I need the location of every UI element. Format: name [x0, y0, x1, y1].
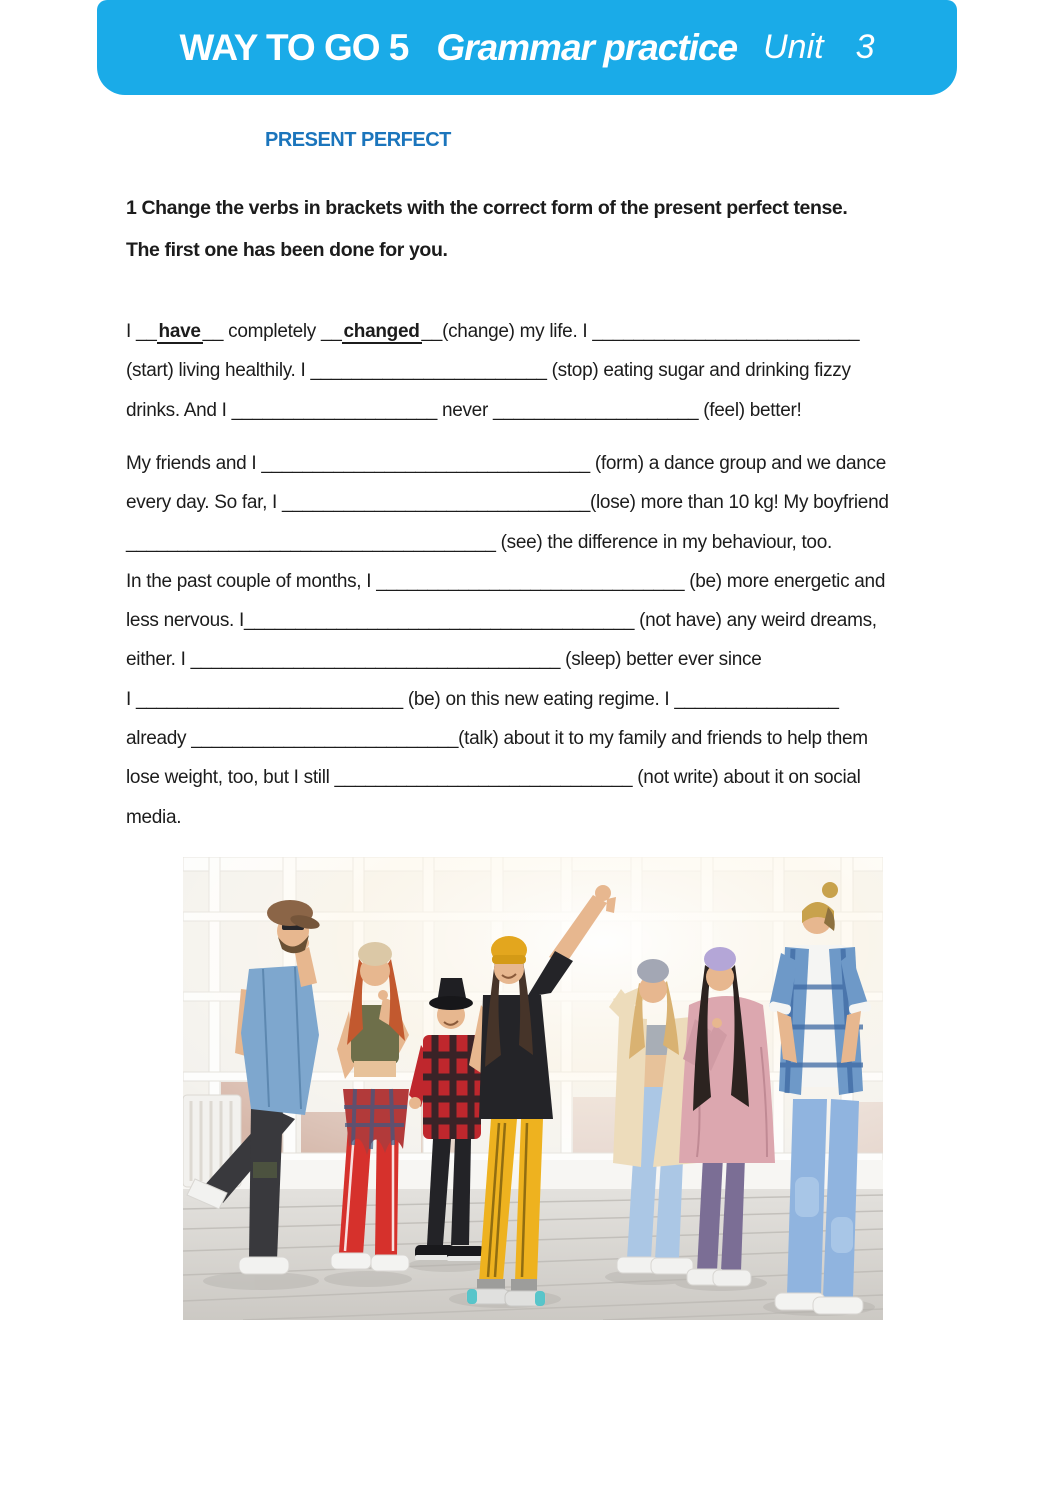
passage-line: lose weight, too, but I still _____________________________ (not write) about it on social: [126, 767, 861, 789]
passage-line: either. I ____________________________________ (sleep) better ever since: [126, 649, 762, 671]
passage-line: ____________________________________ (see) the difference in my behaviour, too.: [126, 531, 832, 553]
unit-number: 3: [855, 28, 875, 66]
passage-line: media.: [126, 806, 182, 828]
example-answer-changed: changed: [343, 321, 420, 342]
blank-line: __: [320, 321, 342, 342]
blank-line: __: [202, 321, 224, 342]
passage-line: less nervous. I______________________________________ (not have) any weird dreams,: [126, 610, 877, 632]
unit-label: Unit: [763, 28, 824, 66]
example-answer-have: have: [158, 321, 201, 342]
passage-line: My friends and I ________________________________ (form) a dance group and we dance: [126, 453, 886, 474]
passage-line: drinks. And I ____________________ never ____________________ (feel) better!: [126, 399, 802, 421]
passage-text: completely: [223, 321, 321, 342]
passage-text: I: [126, 321, 136, 342]
passage-line: In the past couple of months, I ______________________________ (be) more energetic and: [126, 570, 886, 592]
passage-line: [126, 312, 859, 351]
passage-line: (start) living healthily. I _______________________ (stop) eating sugar and drinking fizzy: [126, 360, 851, 382]
passage-paragraph-2: [126, 444, 889, 837]
section-heading: PRESENT PERFECT: [265, 129, 451, 151]
passage-paragraph-1: [126, 312, 859, 430]
exercise-instruction: 1 Change the verbs in brackets with the correct form of the present perfect tense.: [126, 197, 848, 219]
dance-group-photo-illustration: [183, 857, 883, 1320]
dance-group-photo: [183, 857, 883, 1320]
passage-line: every day. So far, I ______________________________(lose) more than 10 kg! My boyfriend: [126, 492, 889, 514]
blank-line: __: [135, 321, 157, 342]
exercise-instruction-note: The first one has been done for you.: [126, 239, 448, 261]
blank-line: __: [421, 321, 443, 342]
worksheet-type: Grammar practice: [436, 26, 738, 68]
passage-line: I __________________________ (be) on this new eating regime. I ________________: [126, 688, 839, 710]
passage-line: already __________________________(talk) about it to my family and friends to help them: [126, 728, 868, 750]
passage-text: (change) my life. I: [442, 321, 593, 342]
title-banner: [97, 0, 957, 95]
series-title: WAY TO GO 5: [179, 26, 409, 68]
fill-in-blank[interactable]: __________________________: [592, 321, 860, 342]
